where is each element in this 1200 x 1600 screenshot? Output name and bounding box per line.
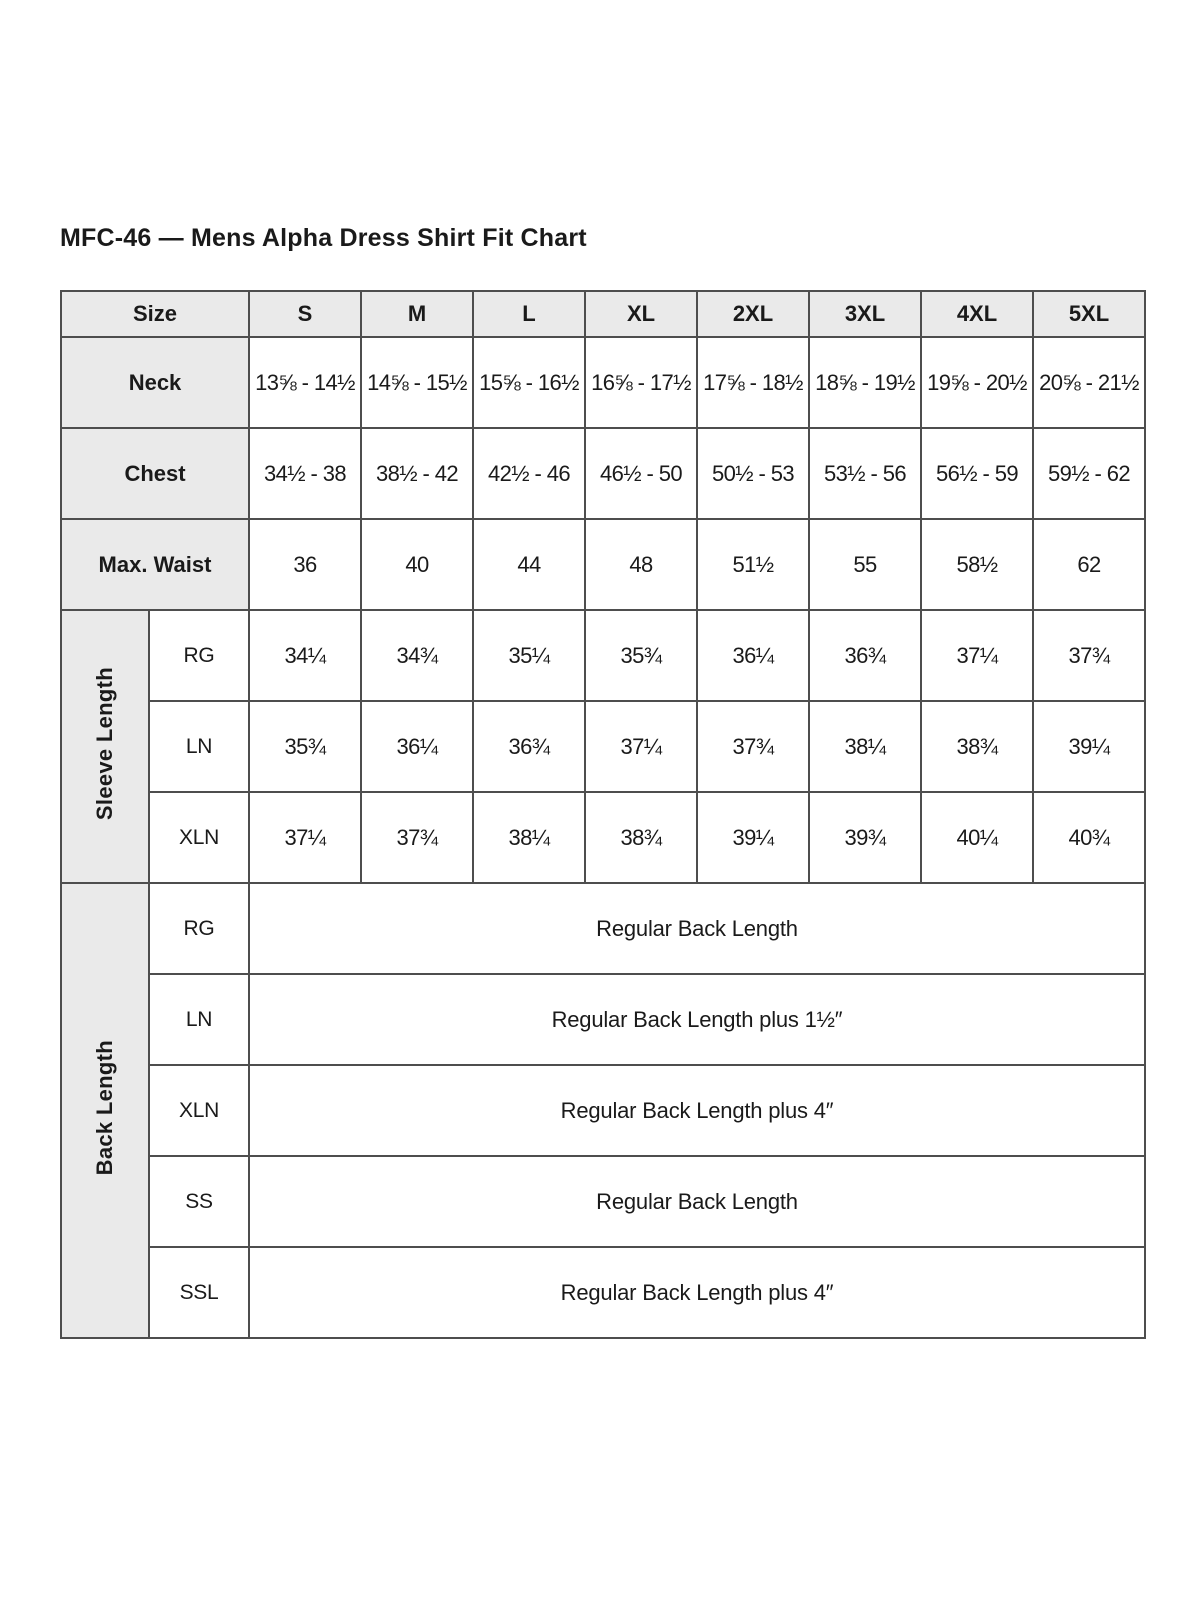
size-header-cell: Size xyxy=(61,291,249,337)
back-rg-description-cell: Regular Back Length xyxy=(249,883,1145,974)
sleeve-rg-value-cell: 36¼ xyxy=(697,610,809,701)
sleeve-ln-value-cell: 39¼ xyxy=(1033,701,1145,792)
sleeve-rg-value-cell: 36¾ xyxy=(809,610,921,701)
back-row-label-ln: LN xyxy=(149,974,249,1065)
size-col-header-2xl: 2XL xyxy=(697,291,809,337)
sleeve-ln-value-cell: 36¾ xyxy=(473,701,585,792)
chest-value-cell: 59½ - 62 xyxy=(1033,428,1145,519)
size-col-header-m: M xyxy=(361,291,473,337)
fit-chart-table xyxy=(60,290,1146,1339)
max-waist-value-cell: 51½ xyxy=(697,519,809,610)
neck-value-cell: 20⅝ - 21½ xyxy=(1033,337,1145,428)
size-col-header-4xl: 4XL xyxy=(921,291,1033,337)
back-xln-row xyxy=(61,1065,1145,1156)
sleeve-xln-value-cell: 40¼ xyxy=(921,792,1033,883)
sleeve-row-label-xln: XLN xyxy=(149,792,249,883)
max-waist-value-cell: 55 xyxy=(809,519,921,610)
chest-row xyxy=(61,428,1145,519)
neck-value-cell: 19⅝ - 20½ xyxy=(921,337,1033,428)
sleeve-length-label-text: Sleeve Length xyxy=(92,667,117,821)
neck-value-cell: 15⅝ - 16½ xyxy=(473,337,585,428)
back-length-label-text: Back Length xyxy=(92,1040,117,1176)
back-ss-row xyxy=(61,1156,1145,1247)
chest-value-cell: 42½ - 46 xyxy=(473,428,585,519)
back-row-label-rg: RG xyxy=(149,883,249,974)
neck-row-label: Neck xyxy=(61,337,249,428)
chest-value-cell: 38½ - 42 xyxy=(361,428,473,519)
sleeve-rg-value-cell: 34¾ xyxy=(361,610,473,701)
chest-value-cell: 56½ - 59 xyxy=(921,428,1033,519)
sleeve-rg-value-cell: 34¼ xyxy=(249,610,361,701)
sleeve-ln-value-cell: 38¼ xyxy=(809,701,921,792)
back-row-label-xln: XLN xyxy=(149,1065,249,1156)
neck-value-cell: 17⅝ - 18½ xyxy=(697,337,809,428)
sleeve-xln-value-cell: 37¼ xyxy=(249,792,361,883)
chest-value-cell: 53½ - 56 xyxy=(809,428,921,519)
max-waist-value-cell: 36 xyxy=(249,519,361,610)
chest-value-cell: 50½ - 53 xyxy=(697,428,809,519)
neck-value-cell: 16⅝ - 17½ xyxy=(585,337,697,428)
neck-value-cell: 18⅝ - 19½ xyxy=(809,337,921,428)
max-waist-value-cell: 58½ xyxy=(921,519,1033,610)
sleeve-xln-value-cell: 39¼ xyxy=(697,792,809,883)
size-col-header-l: L xyxy=(473,291,585,337)
sleeve-length-group-label xyxy=(61,610,149,883)
sleeve-xln-value-cell: 39¾ xyxy=(809,792,921,883)
max-waist-value-cell: 48 xyxy=(585,519,697,610)
back-ss-description-cell: Regular Back Length xyxy=(249,1156,1145,1247)
sleeve-rg-value-cell: 35¼ xyxy=(473,610,585,701)
sleeve-rg-value-cell: 37¾ xyxy=(1033,610,1145,701)
back-ssl-row xyxy=(61,1247,1145,1338)
chest-row-label: Chest xyxy=(61,428,249,519)
header-row xyxy=(61,291,1145,337)
max-waist-row xyxy=(61,519,1145,610)
back-ln-description-cell: Regular Back Length plus 1½″ xyxy=(249,974,1145,1065)
back-row-label-ss: SS xyxy=(149,1156,249,1247)
sleeve-ln-value-cell: 38¾ xyxy=(921,701,1033,792)
back-ssl-description-cell: Regular Back Length plus 4″ xyxy=(249,1247,1145,1338)
sleeve-ln-row xyxy=(61,701,1145,792)
max-waist-value-cell: 62 xyxy=(1033,519,1145,610)
neck-value-cell: 14⅝ - 15½ xyxy=(361,337,473,428)
sleeve-xln-value-cell: 37¾ xyxy=(361,792,473,883)
back-ln-row xyxy=(61,974,1145,1065)
size-col-header-s: S xyxy=(249,291,361,337)
sleeve-ln-value-cell: 35¾ xyxy=(249,701,361,792)
chest-value-cell: 46½ - 50 xyxy=(585,428,697,519)
sleeve-rg-value-cell: 35¾ xyxy=(585,610,697,701)
chest-value-cell: 34½ - 38 xyxy=(249,428,361,519)
sleeve-ln-value-cell: 37¾ xyxy=(697,701,809,792)
sleeve-ln-value-cell: 37¼ xyxy=(585,701,697,792)
sleeve-xln-row xyxy=(61,792,1145,883)
sleeve-row-label-ln: LN xyxy=(149,701,249,792)
max-waist-row-label: Max. Waist xyxy=(61,519,249,610)
back-rg-row xyxy=(61,883,1145,974)
neck-row xyxy=(61,337,1145,428)
neck-value-cell: 13⅝ - 14½ xyxy=(249,337,361,428)
sleeve-rg-value-cell: 37¼ xyxy=(921,610,1033,701)
sleeve-ln-value-cell: 36¼ xyxy=(361,701,473,792)
back-length-group-label xyxy=(61,883,149,1338)
size-col-header-5xl: 5XL xyxy=(1033,291,1145,337)
back-row-label-ssl: SSL xyxy=(149,1247,249,1338)
size-col-header-xl: XL xyxy=(585,291,697,337)
page-title: MFC-46 — Mens Alpha Dress Shirt Fit Chart xyxy=(60,224,587,252)
sleeve-row-label-rg: RG xyxy=(149,610,249,701)
sleeve-rg-row xyxy=(61,610,1145,701)
back-xln-description-cell: Regular Back Length plus 4″ xyxy=(249,1065,1145,1156)
sleeve-xln-value-cell: 38¼ xyxy=(473,792,585,883)
max-waist-value-cell: 40 xyxy=(361,519,473,610)
sleeve-xln-value-cell: 40¾ xyxy=(1033,792,1145,883)
max-waist-value-cell: 44 xyxy=(473,519,585,610)
size-col-header-3xl: 3XL xyxy=(809,291,921,337)
sleeve-xln-value-cell: 38¾ xyxy=(585,792,697,883)
